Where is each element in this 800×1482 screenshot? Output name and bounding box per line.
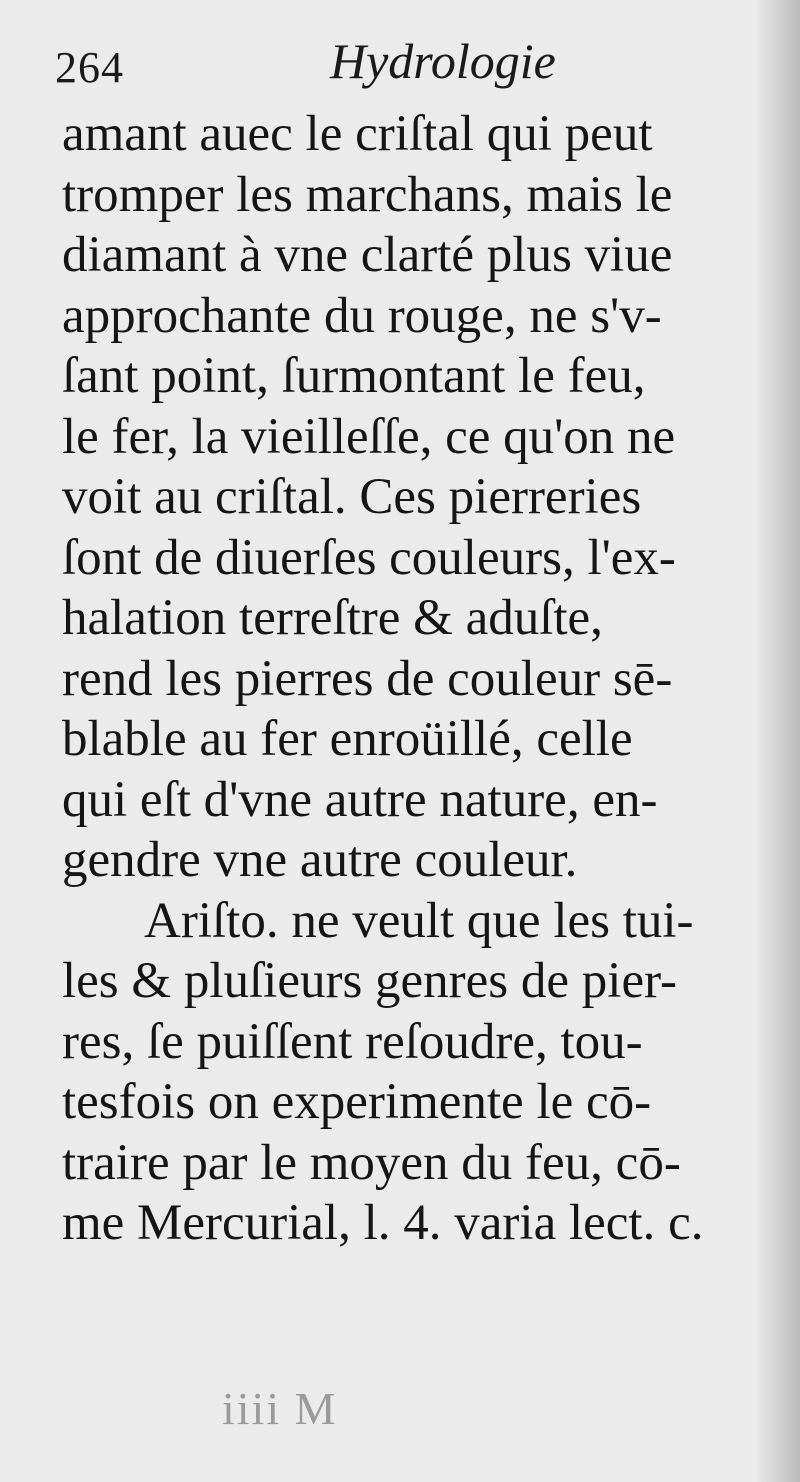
page-edge-shadow (758, 0, 800, 1482)
text-line: le fer, la vieilleſſe, ce qu'on ne (62, 408, 676, 465)
text-line: les & pluſieurs genres de pier- (62, 953, 678, 1009)
running-head-title: Hydrologie (330, 33, 556, 89)
text-line: amant auec le criſtal qui peut (62, 106, 653, 162)
body-text (62, 104, 752, 1254)
text-line: tromper les marchans, mais le (62, 166, 673, 223)
text-line: ſant point, ſurmontant le feu, (62, 348, 646, 404)
text-line: traire par le moyen du feu, cō- (62, 1134, 681, 1191)
signature-mark: iiii M (222, 1383, 338, 1434)
text-line: me Mercurial, l. 4. varia lect. c. (62, 1195, 704, 1251)
text-line: tesfois on experimente le cō- (62, 1074, 652, 1130)
text-line: halation terreſtre & aduſte, (62, 590, 603, 646)
paragraph-start-line: Ariſto. ne veult que les tui- (144, 892, 694, 949)
text-line: diamant à vne clarté plus viue (62, 227, 673, 283)
text-line: qui eſt d'vne autre nature, en- (62, 771, 658, 828)
text-line: ſont de diuerſes couleurs, l'ex- (62, 529, 676, 586)
text-line: blable au fer enroüillé, celle (62, 711, 633, 767)
running-head (55, 30, 755, 90)
text-line: gendre vne autre couleur. (62, 832, 578, 888)
text-line: res, ſe puiſſent reſoudre, tou- (62, 1013, 643, 1070)
text-line: rend les pierres de couleur sē- (62, 650, 673, 707)
text-line: voit au criſtal. Ces pierreries (62, 469, 642, 525)
text-line: approchante du rouge, ne s'v- (62, 287, 662, 344)
page-number: 264 (55, 43, 124, 92)
